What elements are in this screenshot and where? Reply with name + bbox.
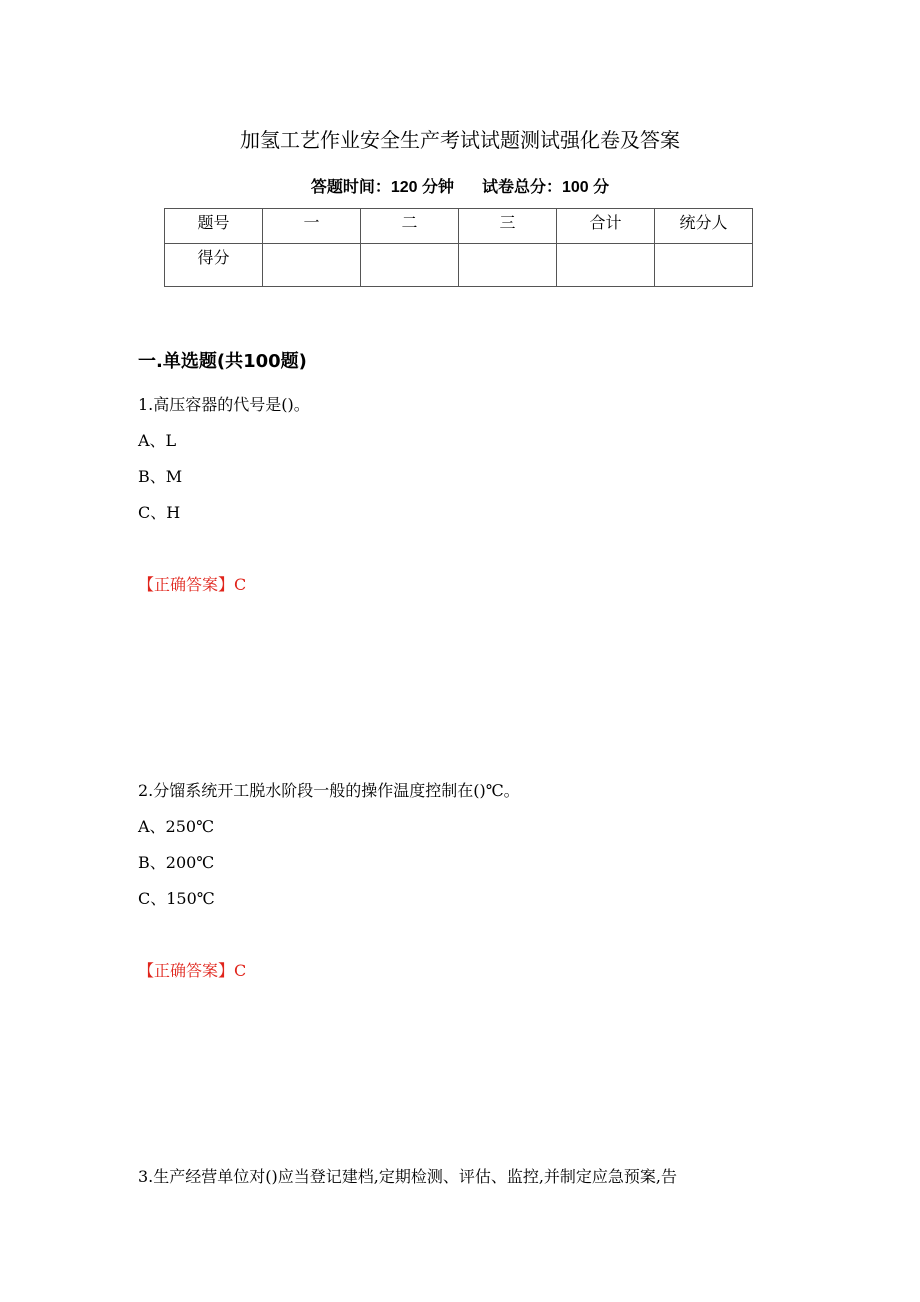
exam-info bbox=[0, 174, 920, 197]
exam-time: 答题时间：120 分钟 bbox=[310, 179, 454, 196]
option: C、H bbox=[138, 503, 181, 522]
exam-total-score: 试卷总分：100 分 bbox=[482, 179, 610, 196]
header-cell: 二 bbox=[361, 209, 459, 244]
score-table bbox=[164, 208, 753, 287]
score-row bbox=[165, 244, 753, 287]
question-text: 1.高压容器的代号是()。 bbox=[138, 395, 310, 414]
score-table-header bbox=[165, 209, 753, 244]
option: B、M bbox=[138, 467, 183, 486]
question-text: 3.生产经营单位对()应当登记建档,定期检测、评估、监控,并制定应急预案,告 bbox=[138, 1167, 678, 1186]
header-cell: 题号 bbox=[165, 209, 263, 244]
header-cell: 统分人 bbox=[655, 209, 753, 244]
option: A、250℃ bbox=[138, 817, 214, 836]
header-cell: 三 bbox=[459, 209, 557, 244]
score-cell bbox=[459, 244, 557, 287]
option: B、200℃ bbox=[138, 853, 215, 872]
question-text: 2.分馏系统开工脱水阶段一般的操作温度控制在()℃。 bbox=[138, 781, 520, 800]
header-cell: 合计 bbox=[557, 209, 655, 244]
option: C、150℃ bbox=[138, 889, 215, 908]
section-heading: 一.单选题(共100题) bbox=[138, 351, 307, 372]
score-cell bbox=[361, 244, 459, 287]
score-cell bbox=[557, 244, 655, 287]
score-cell bbox=[655, 244, 753, 287]
header-cell: 一 bbox=[263, 209, 361, 244]
row-label: 得分 bbox=[165, 244, 263, 287]
score-cell bbox=[263, 244, 361, 287]
correct-answer: 【正确答案】C bbox=[138, 961, 247, 980]
document-title: 加氢工艺作业安全生产考试试题测试强化卷及答案 bbox=[240, 128, 680, 152]
correct-answer: 【正确答案】C bbox=[138, 575, 247, 594]
option: A、L bbox=[138, 431, 177, 450]
